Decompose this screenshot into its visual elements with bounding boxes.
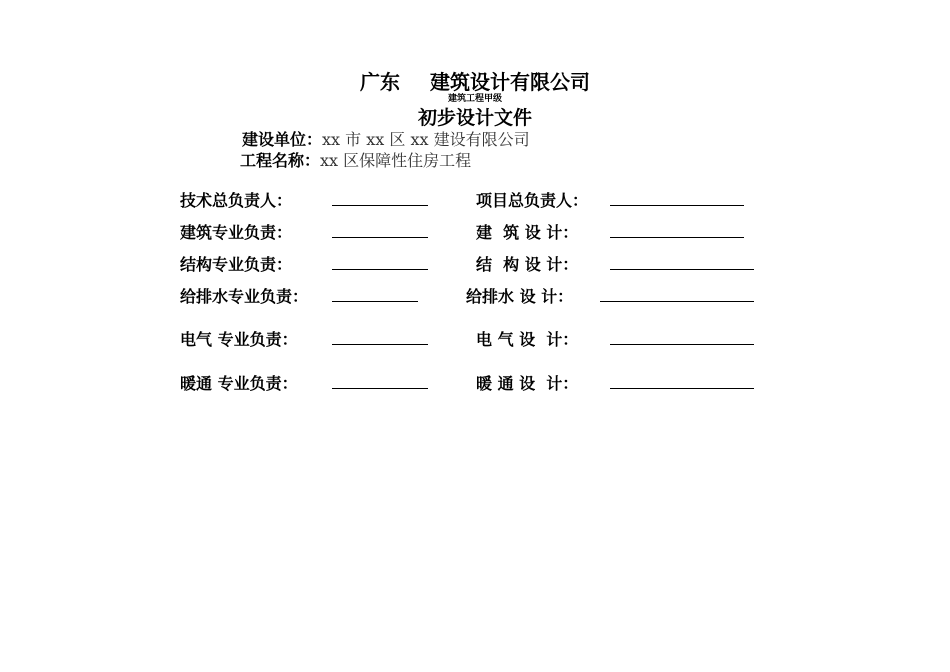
electrical-lead-signature-line — [332, 344, 428, 345]
electrical-design-signature-line — [610, 344, 754, 345]
project-name-row — [240, 148, 471, 171]
electrical-design-label: 电 气 设 计： — [476, 330, 579, 349]
company-name-part1: 广东 — [360, 70, 400, 94]
struct-design-signature-line — [610, 269, 754, 270]
arch-design-signature-line — [610, 237, 744, 238]
construction-unit-label: 建设单位： — [242, 130, 323, 149]
tech-chief-label: 技术总负责人： — [180, 191, 293, 210]
company-name-part2: 建筑设计有限公司 — [430, 70, 590, 94]
plumbing-design-signature-line — [600, 301, 754, 302]
project-chief-label: 项目总负责人： — [476, 191, 589, 210]
hvac-design-label: 暖 通 设 计： — [476, 374, 579, 393]
struct-lead-label: 结构专业负责： — [180, 255, 293, 274]
plumbing-lead-label: 给排水专业负责： — [180, 287, 309, 306]
project-name-label: 工程名称： — [240, 151, 321, 170]
project-name-value: xx 区保障性住房工程 — [320, 151, 472, 170]
struct-design-label: 结 构 设 计： — [476, 255, 579, 274]
arch-lead-label: 建筑专业负责： — [180, 223, 293, 242]
tech-chief-signature-line — [332, 205, 428, 206]
construction-unit-row — [242, 127, 530, 150]
hvac-design-signature-line — [610, 388, 754, 389]
qualification-label: 建筑工程甲级 — [447, 94, 502, 104]
electrical-lead-label: 电气 专业负责： — [180, 330, 298, 349]
arch-design-label: 建 筑 设 计： — [476, 223, 579, 242]
project-chief-signature-line — [610, 205, 744, 206]
document-title: 初步设计文件 — [417, 107, 532, 129]
construction-unit-value: xx 市 xx 区 xx 建设有限公司 — [322, 130, 530, 149]
hvac-lead-signature-line — [332, 388, 428, 389]
arch-lead-signature-line — [332, 237, 428, 238]
plumbing-lead-signature-line — [332, 301, 418, 302]
struct-lead-signature-line — [332, 269, 428, 270]
plumbing-design-label: 给排水 设 计： — [466, 287, 574, 306]
hvac-lead-label: 暖通 专业负责： — [180, 374, 298, 393]
